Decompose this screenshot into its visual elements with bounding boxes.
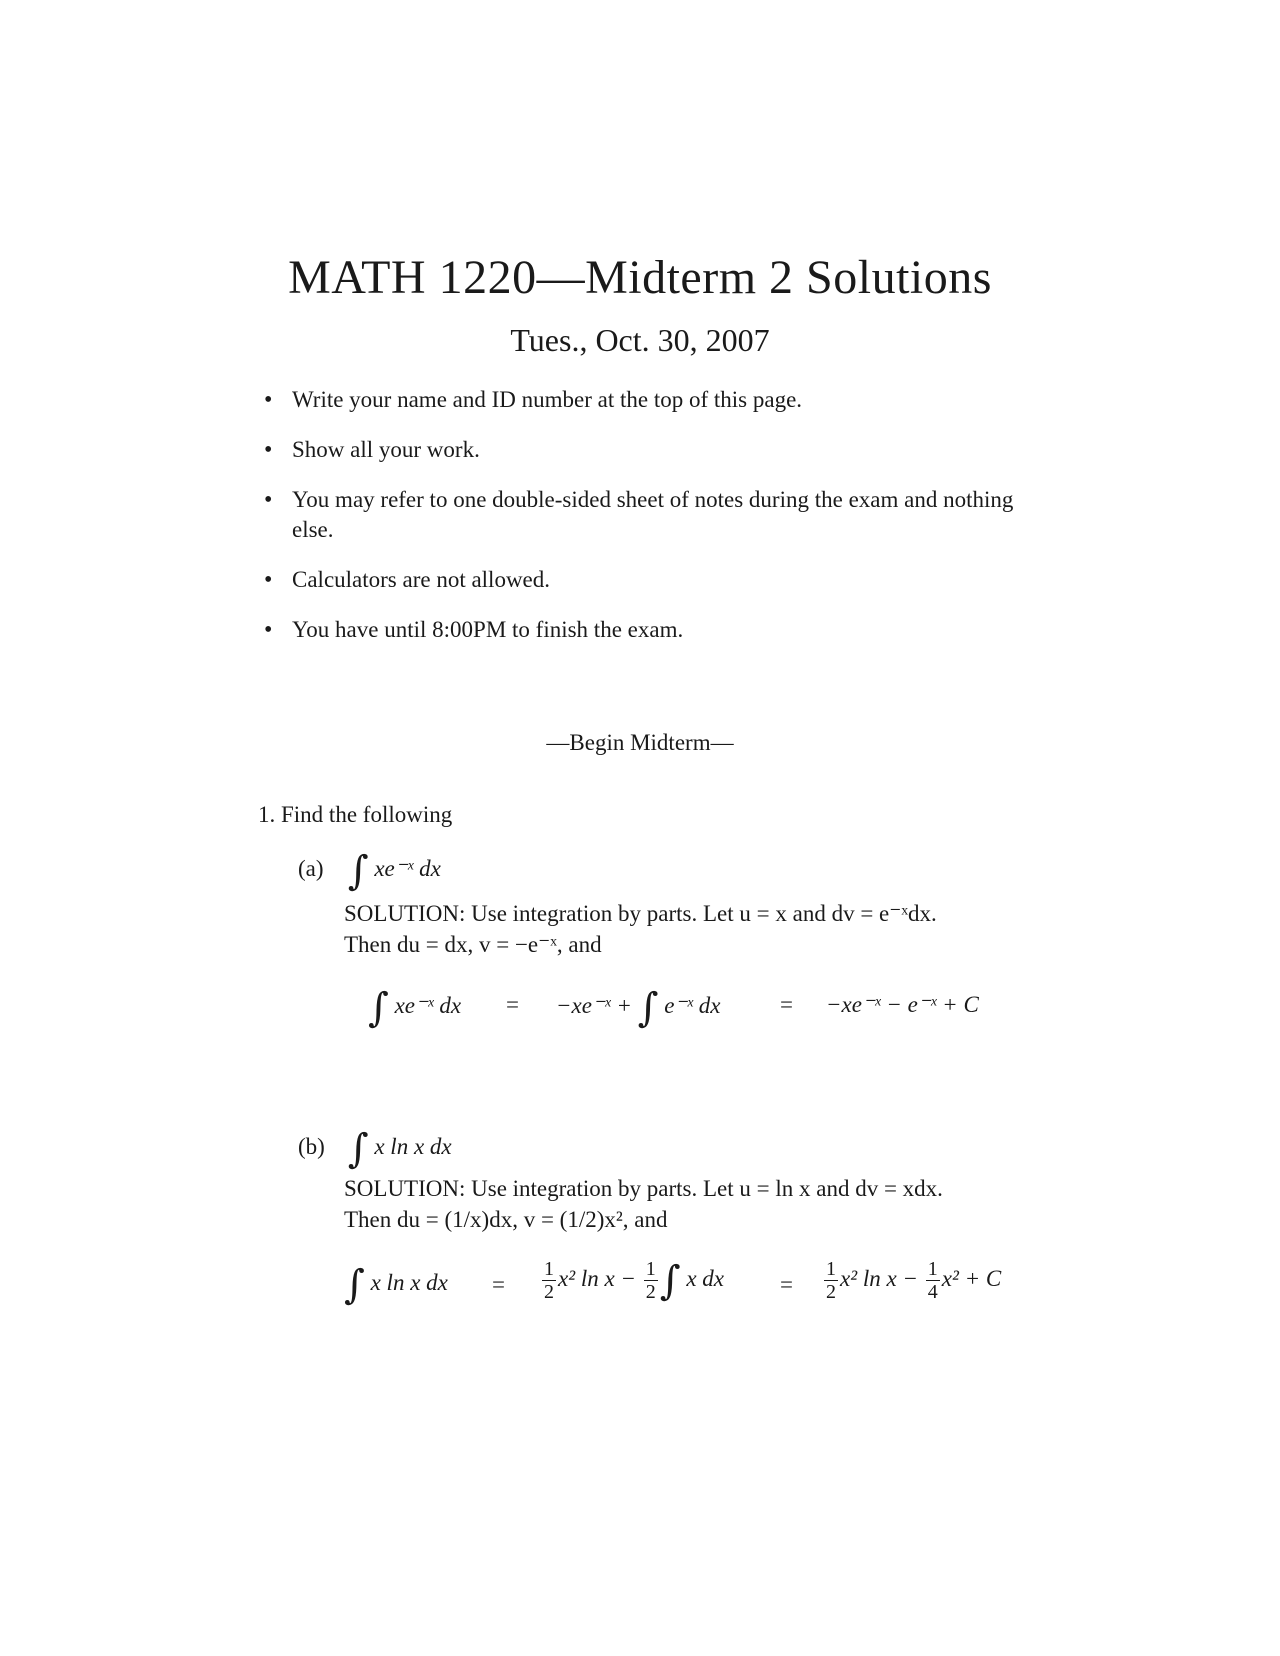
fraction-numerator: 1	[826, 1258, 836, 1280]
part-b-lhs-integrand: x ln x dx	[370, 1270, 448, 1295]
part-b-equation-rhs	[822, 1258, 1001, 1303]
part-a-solution-line2: Then du = dx, v = −e⁻ˣ, and	[344, 932, 602, 957]
part-b-rhs-tail: x² + C	[941, 1265, 1002, 1291]
fraction-numerator: 1	[544, 1258, 554, 1281]
part-b-label: (b)	[298, 1134, 325, 1159]
instruction-item: • Write your name and ID number at the top of this page.	[258, 385, 1058, 415]
instructions-list	[258, 385, 1058, 665]
begin-midterm-marker: —Begin Midterm—	[546, 730, 734, 755]
integral-sign-icon: ∫	[637, 985, 659, 1031]
part-b-solution-line1: SOLUTION: Use integration by parts. Let u = ln x and dv = xdx.	[344, 1176, 943, 1201]
part-a-equation-rhs: −xe⁻ˣ − e⁻ˣ + C	[826, 992, 979, 1017]
part-a-prompt	[298, 848, 441, 894]
part-b-integrand: x ln x dx	[374, 1134, 452, 1159]
exam-date: Tues., Oct. 30, 2007	[510, 322, 770, 358]
fraction-denominator: 4	[927, 1281, 938, 1303]
fraction-denominator: 2	[645, 1281, 656, 1304]
fraction-denominator: 2	[544, 1281, 554, 1304]
part-b-solution-line2: Then du = (1/x)dx, v = (1/2)x², and	[344, 1207, 668, 1232]
problem-1-heading: 1. Find the following	[258, 802, 453, 827]
fraction-numerator: 1	[645, 1258, 656, 1281]
part-b-mid-integrand: x dx	[686, 1266, 724, 1291]
fraction-denominator: 2	[826, 1281, 836, 1303]
equals-sign: =	[780, 992, 793, 1017]
fraction-one-quarter	[926, 1258, 940, 1303]
equals-sign: =	[780, 1272, 793, 1297]
part-b-equation-mid	[540, 1258, 724, 1304]
integral-sign-icon: ∫	[347, 1126, 369, 1172]
fraction-one-half	[542, 1258, 556, 1303]
page-title: MATH 1220—Midterm 2 Solutions	[288, 251, 992, 304]
part-a-solution	[344, 898, 1064, 960]
instruction-item: • Show all your work.	[258, 435, 1058, 465]
part-a-mid-term: −xe⁻ˣ +	[556, 993, 632, 1018]
integral-sign-icon: ∫	[344, 1262, 365, 1308]
instruction-item: • You may refer to one double-sided sheet of notes during the exam and nothing else.	[258, 485, 1058, 545]
part-a-equation-lhs	[368, 985, 461, 1031]
part-a-label: (a)	[298, 856, 324, 881]
integral-sign-icon: ∫	[368, 985, 389, 1031]
fraction-one-half	[644, 1258, 658, 1303]
instruction-item: • You have until 8:00PM to finish the exam.	[258, 615, 1058, 645]
part-b-prompt	[298, 1126, 452, 1172]
instruction-item: • Calculators are not allowed.	[258, 565, 1058, 595]
part-b-mid-term: x² ln x −	[558, 1266, 636, 1291]
part-b-equation-lhs	[344, 1262, 448, 1308]
part-a-mid-integrand: e⁻ˣ dx	[664, 993, 721, 1018]
fraction-numerator: 1	[927, 1258, 938, 1280]
part-a-solution-line1: SOLUTION: Use integration by parts. Let u = x and dv = e⁻ˣdx.	[344, 901, 937, 926]
integral-sign-icon: ∫	[347, 848, 369, 894]
equals-sign: =	[492, 1272, 505, 1297]
part-b-solution	[344, 1173, 1064, 1235]
equals-sign: =	[506, 992, 519, 1017]
integral-sign-icon: ∫	[659, 1258, 681, 1304]
part-b-rhs-term: x² ln x −	[840, 1265, 918, 1291]
part-a-lhs-integrand: xe⁻ˣ dx	[394, 993, 462, 1018]
part-a-equation-mid	[556, 985, 721, 1031]
fraction-one-half	[824, 1258, 838, 1303]
part-a-integrand: xe⁻ˣ dx	[374, 856, 441, 881]
